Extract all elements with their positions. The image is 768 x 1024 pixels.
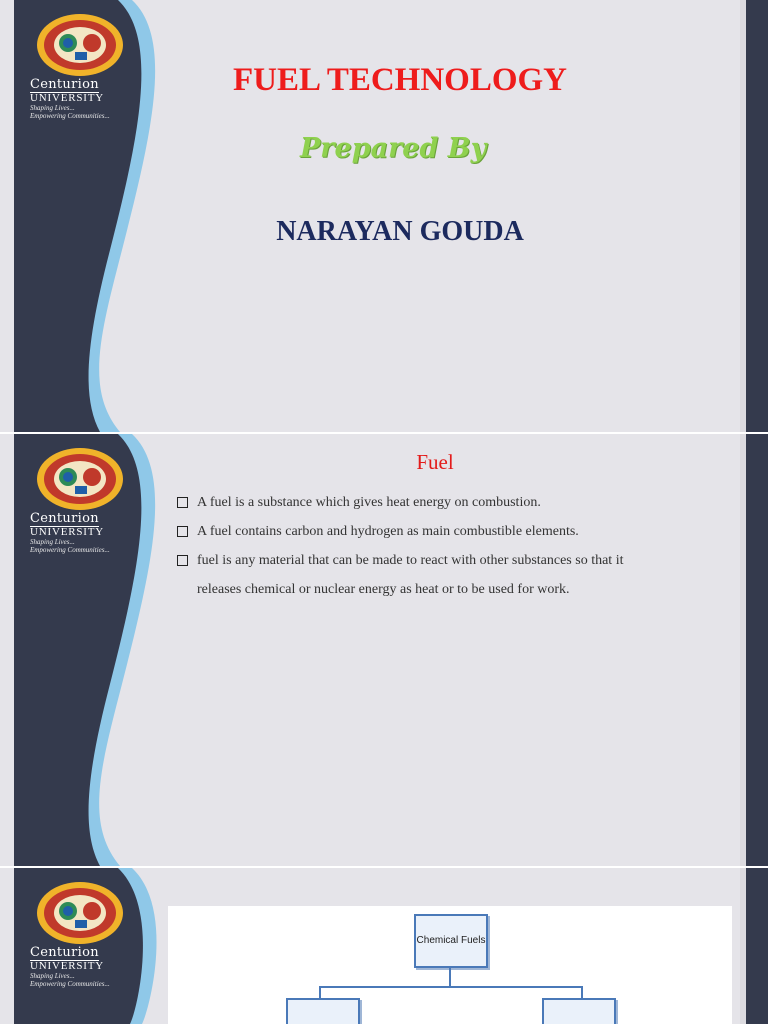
- logo-tagline-1: Shaping Lives...: [30, 104, 75, 112]
- logo-name: Centurion: [30, 511, 99, 526]
- diagram-connector: [449, 968, 451, 988]
- bullet-list: [176, 488, 716, 604]
- slide-title: Fuel: [416, 450, 454, 474]
- child-node-right: [542, 998, 616, 1024]
- slide-title: FUEL TECHNOLOGY: [232, 62, 568, 98]
- emblem-icon: [35, 12, 125, 76]
- right-bar: [746, 868, 768, 1024]
- logo-university: UNIVERSITY: [30, 526, 104, 538]
- right-bar: [746, 434, 768, 866]
- emblem-icon: [35, 880, 125, 944]
- checkbox-bullet-icon: [177, 555, 188, 566]
- logo-name: Centurion: [30, 945, 99, 960]
- diagram-connector: [319, 986, 583, 988]
- fuel-classification-diagram: [168, 906, 732, 1024]
- prepared-by-label: Prepared By: [300, 133, 487, 164]
- slide-2: [0, 434, 768, 866]
- slide-3: [0, 868, 768, 1024]
- bullet-item: fuel is any material that can be made to react with other substances so that it: [176, 546, 716, 575]
- emblem-icon: [35, 446, 125, 510]
- right-bar: [746, 0, 768, 432]
- logo-tagline-2: Empowering Communities...: [30, 546, 110, 554]
- bullet-continuation: releases chemical or nuclear energy as heat or to be used for work.: [197, 582, 570, 597]
- university-logo: [30, 880, 140, 988]
- chemical-fuels-node: Chemical Fuels: [414, 914, 488, 968]
- checkbox-bullet-icon: [177, 526, 188, 537]
- logo-tagline-1: Shaping Lives...: [30, 538, 75, 546]
- university-logo: [30, 446, 140, 554]
- bullet-item: A fuel contains carbon and hydrogen as main combustible elements.: [176, 517, 716, 546]
- logo-tagline-2: Empowering Communities...: [30, 980, 110, 988]
- author-name: NARAYAN GOUDA: [276, 216, 524, 247]
- logo-university: UNIVERSITY: [30, 960, 104, 972]
- logo-name: Centurion: [30, 77, 99, 92]
- child-node-left: [286, 998, 360, 1024]
- university-logo: [30, 12, 140, 120]
- logo-tagline-2: Empowering Communities...: [30, 112, 110, 120]
- slide-1: [0, 0, 768, 432]
- logo-university: UNIVERSITY: [30, 92, 104, 104]
- logo-tagline-1: Shaping Lives...: [30, 972, 75, 980]
- bullet-item: A fuel is a substance which gives heat energy on combustion.: [176, 488, 716, 517]
- checkbox-bullet-icon: [177, 497, 188, 508]
